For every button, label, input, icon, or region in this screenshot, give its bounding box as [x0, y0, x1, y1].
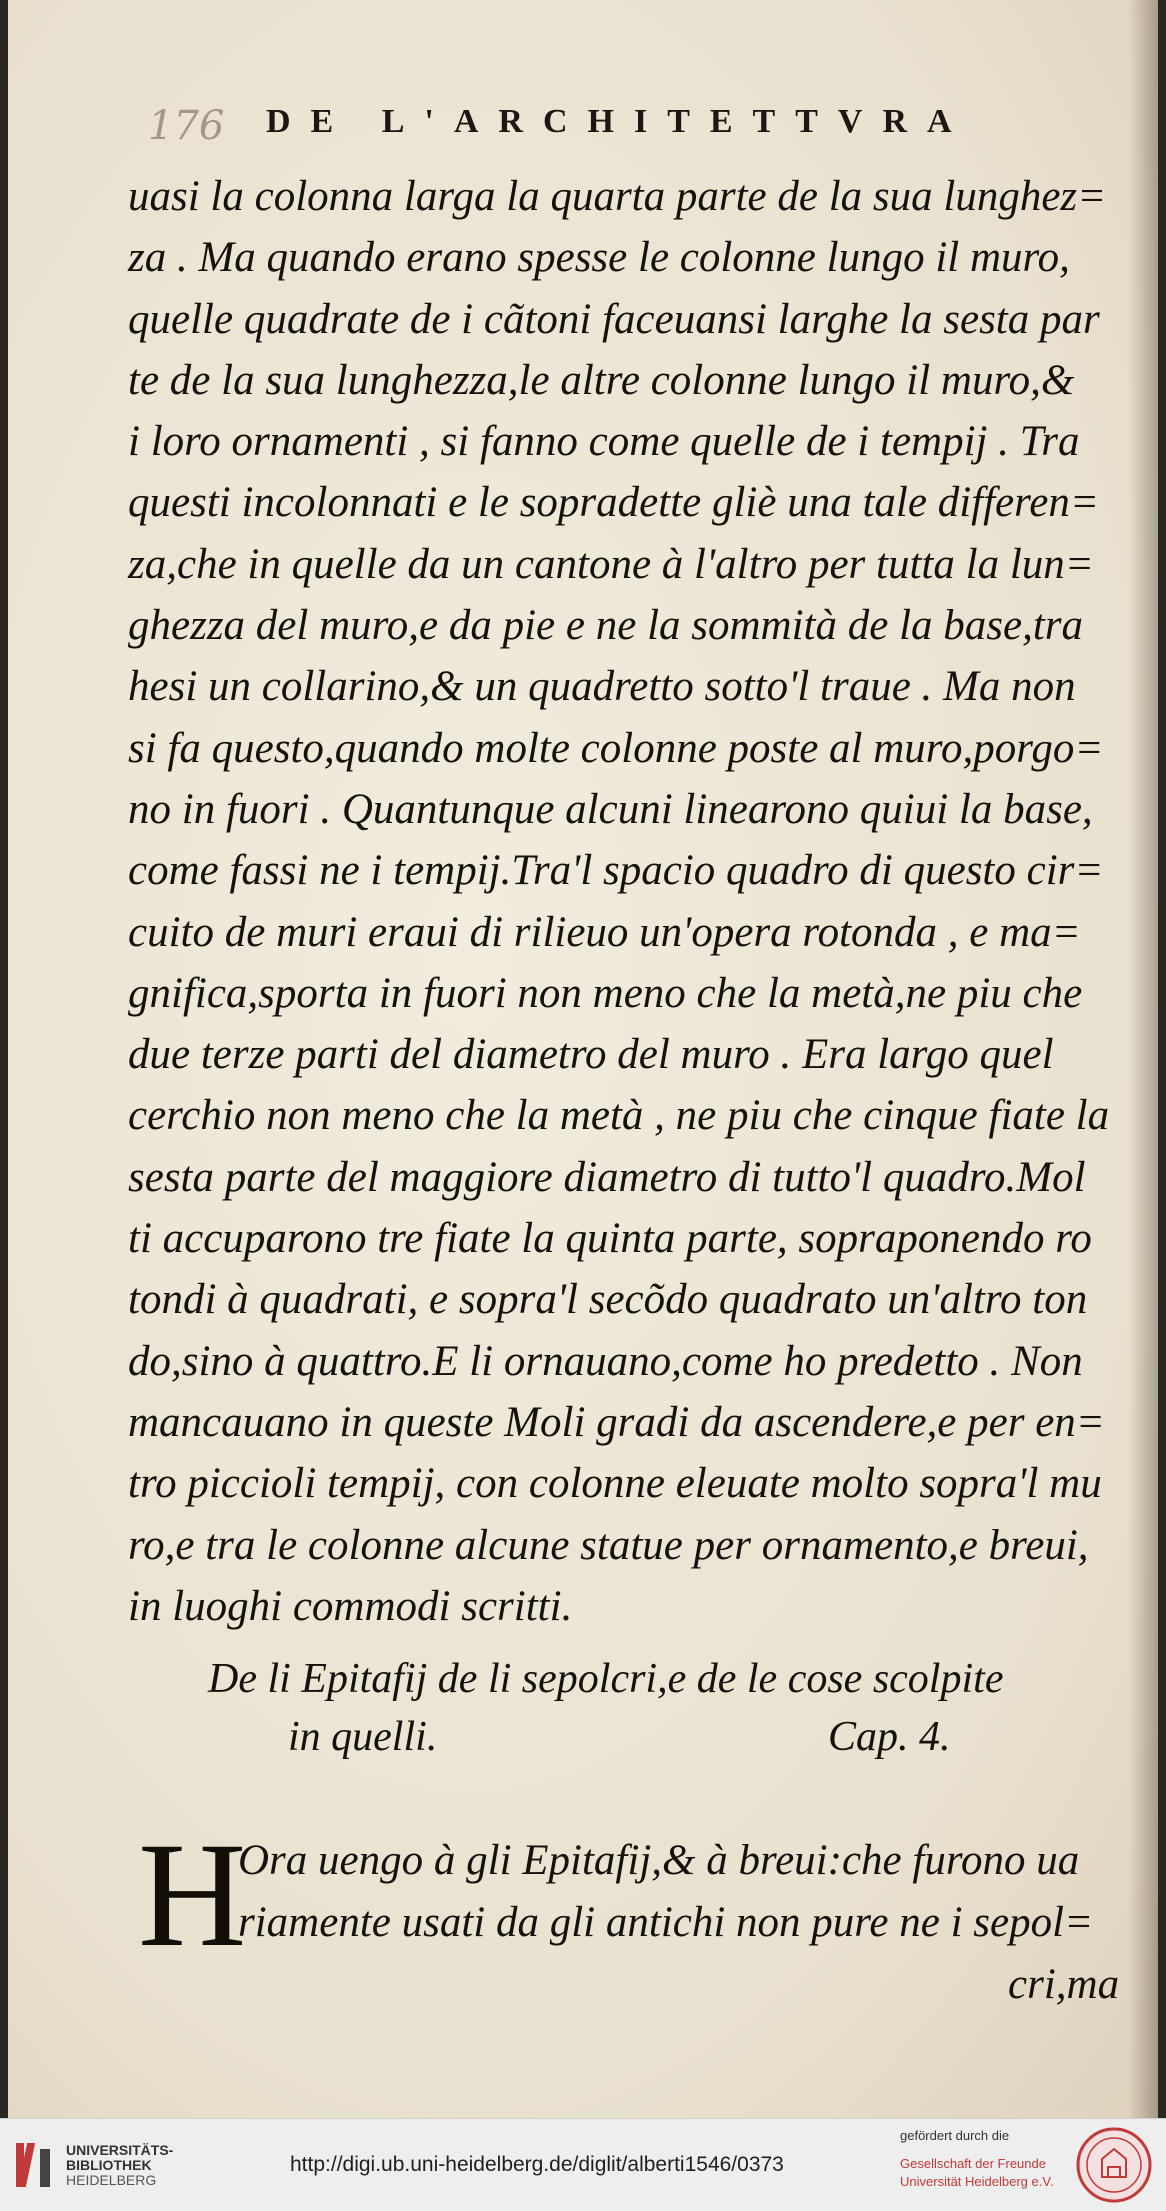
- text-line: cerchio non meno che la metà , ne piu che cinque fiate la: [128, 1092, 1110, 1140]
- chapter-heading-title: De li Epitafij de li sepolcri,e de le cose scolpite: [208, 1656, 1004, 1702]
- text-line: due terze parti del diametro del muro . Era largo quel: [128, 1031, 1054, 1079]
- text-line: come fassi ne i tempij.Tra'l spacio quadro di questo cir=: [128, 847, 1104, 895]
- text-line: gnifica,sporta in fuori non meno che la metà,ne piu che: [128, 969, 1083, 1017]
- university-seal-icon: [1074, 2125, 1154, 2205]
- text-line: ti accuparono tre fiate la quinta parte, sopraponendo ro: [128, 1215, 1092, 1263]
- text-line: no in fuori . Quantunque alcuni linearono quiui la base,: [128, 785, 1093, 833]
- permalink-url[interactable]: http://digi.ub.uni-heidelberg.de/diglit/alberti1546/0373: [290, 2153, 784, 2176]
- text-line: riamente usati da gli antichi non pure ne i sepol=: [238, 1899, 1094, 1946]
- running-head-title: DE L'ARCHITETTVRA: [266, 103, 972, 140]
- funder-org-line: Universität Heidelberg e.V.: [900, 2174, 1054, 2189]
- text-line: quelle quadrate de i cãtoni faceuansi larghe la sesta par: [128, 295, 1100, 343]
- text-line: tro piccioli tempij, con colonne eleuate molto sopra'l mu: [128, 1460, 1102, 1508]
- library-name[interactable]: [66, 2143, 173, 2188]
- funder-org-line: Gesellschaft der Freunde: [900, 2156, 1046, 2171]
- text-line: za,che in quelle da un cantone à l'altro per tutta la lun=: [128, 540, 1094, 588]
- library-name-line: UNIVERSITÄTS-: [66, 2142, 174, 2158]
- text-line: sesta parte del maggiore diametro di tutto'l quadro.Mol: [128, 1153, 1086, 1201]
- text-line: za . Ma quando erano spesse le colonne lungo il muro,: [128, 234, 1070, 282]
- funded-by-label: gefördert durch die: [900, 2128, 1010, 2143]
- chapter-number: Cap. 4.: [828, 1714, 951, 1760]
- body-text: [128, 166, 1138, 1637]
- chapter-heading: [208, 1650, 1088, 1766]
- chapter-opening-text: [238, 1830, 1119, 2016]
- chapter-opening: [138, 1812, 1138, 2030]
- text-line: do,sino à quattro.E li ornauano,come ho predetto . Non: [128, 1337, 1083, 1385]
- text-line: si fa questo,quando molte colonne poste al muro,porgo=: [128, 724, 1104, 772]
- page-number: 176: [148, 103, 225, 149]
- library-logo-icon: [14, 2139, 54, 2191]
- library-name-line: BIBLIOTHEK: [66, 2157, 152, 2173]
- drop-cap: H: [138, 1812, 247, 1978]
- library-name-line: HEIDELBERG: [66, 2172, 157, 2188]
- text-line: in luoghi commodi scritti.: [128, 1582, 573, 1630]
- funder-credit[interactable]: [900, 2127, 1080, 2191]
- text-line: questi incolonnati e le sopradette gliè una tale differen=: [128, 479, 1099, 527]
- chapter-heading-subline: [208, 1708, 1088, 1766]
- text-line: uasi la colonna larga la quarta parte de la sua lunghez=: [128, 173, 1107, 220]
- text-line: mancauano in queste Moli gradi da ascendere,e per en=: [128, 1398, 1105, 1446]
- text-line: i loro ornamenti , si fanno come quelle de i tempij . Tra: [128, 418, 1080, 466]
- text-line: ro,e tra le colonne alcune statue per ornamento,e breui,: [128, 1521, 1089, 1569]
- text-line: cuito de muri eraui di rilieuo un'opera rotonda , e ma=: [128, 908, 1081, 956]
- viewer-footer: [0, 2118, 1166, 2211]
- text-line: hesi un collarino,& un quadretto sotto'l traue . Ma non: [128, 663, 1076, 711]
- running-head: [8, 95, 1158, 155]
- text-line: te de la sua lunghezza,le altre colonne lungo il muro,&: [128, 356, 1075, 404]
- chapter-heading-continuation: in quelli.: [288, 1714, 438, 1760]
- text-line: Ora uengo à gli Epitafij,& à breui:che furono ua: [238, 1837, 1080, 1884]
- book-page: [8, 0, 1158, 2118]
- text-line: ghezza del muro,e da pie e ne la sommità de la base,tra: [128, 602, 1084, 650]
- text-line: tondi à quadrati, e sopra'l secõdo quadrato un'altro ton: [128, 1276, 1088, 1324]
- catchword: cri,ma: [1008, 1961, 1120, 2008]
